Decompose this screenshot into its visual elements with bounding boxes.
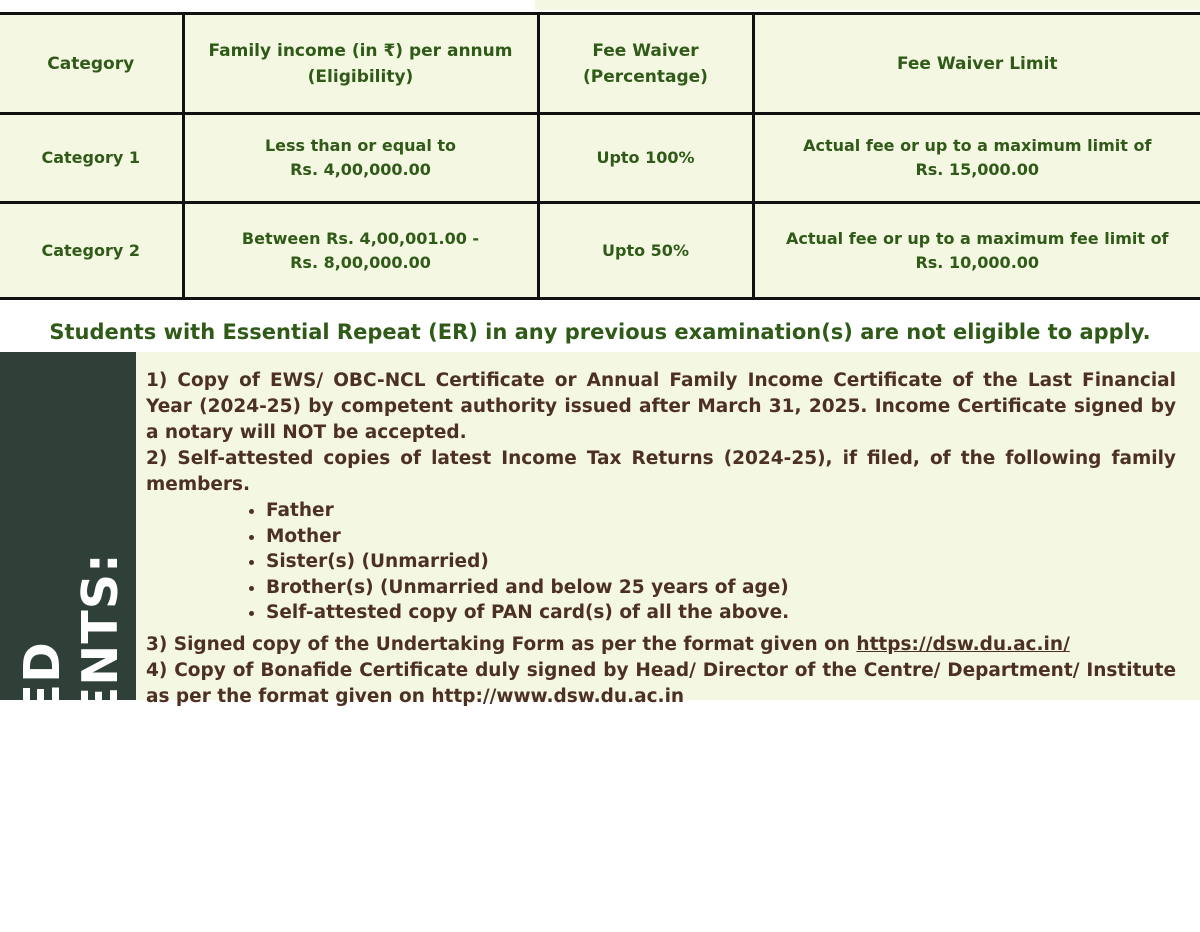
header-fee-waiver-limit: Fee Waiver Limit: [753, 14, 1200, 114]
cell-waiver: Upto 50%: [538, 203, 753, 299]
top-accent-strip: [535, 0, 1200, 10]
header-category: Category: [0, 14, 183, 114]
cell-category: Category 2: [0, 203, 183, 299]
cell-income: Less than or equal to Rs. 4,00,000.00: [183, 114, 538, 203]
table-row: [0, 203, 1200, 299]
cell-limit: Actual fee or up to a maximum limit of Rs. 15,000.00: [753, 114, 1200, 203]
document-item-1: 1) Copy of EWS/ OBC-NCL Certificate or Annual Family Income Certificate of the Last Financial Year (2024-25) by competent authority issued after March 31, 2025. Income Certificate signed by a notary will NOT be accepted.: [146, 370, 1176, 443]
cell-waiver: Upto 100%: [538, 114, 753, 203]
cell-income: Between Rs. 4,00,001.00 - Rs. 8,00,000.00: [183, 203, 538, 299]
list-item: • Brother(s) (Unmarried and below 25 years of age): [266, 575, 1176, 601]
document-item-4: 4) Copy of Bonafide Certificate duly signed by Head/ Director of the Centre/ Department/ Institute as per the format given on http://www.dsw.du.ac.in: [146, 659, 1176, 707]
list-item: • Father: [266, 498, 1176, 524]
list-item: • Self-attested copy of PAN card(s) of all the above.: [266, 600, 1176, 626]
required-documents-list: [136, 352, 1200, 707]
table-header-row: [0, 14, 1200, 114]
list-item: • Sister(s) (Unmarried): [266, 549, 1176, 575]
document-item-2: 2) Self-attested copies of latest Income Tax Returns (2024-25), if filed, of the following family members.: [146, 448, 1176, 495]
cell-category: Category 1: [0, 114, 183, 203]
undertaking-form-link[interactable]: https://dsw.du.ac.in/: [856, 633, 1070, 655]
required-documents-title: [14, 552, 130, 932]
header-family-income: Family income (in ₹) per annum (Eligibility): [183, 14, 538, 114]
list-item: • Mother: [266, 524, 1176, 550]
table-row: [0, 114, 1200, 203]
header-fee-waiver-percentage: Fee Waiver (Percentage): [538, 14, 753, 114]
side-title-line1: REQUIRED: [14, 641, 71, 932]
fee-waiver-table: [0, 12, 1200, 300]
document-item-3: [146, 632, 1176, 658]
cell-limit: Actual fee or up to a maximum fee limit of Rs. 10,000.00: [753, 203, 1200, 299]
er-eligibility-note: Students with Essential Repeat (ER) in any previous examination(s) are not eligible to apply.: [49, 320, 1151, 344]
family-members-list: [146, 498, 1176, 626]
document-item-3-text: 3) Signed copy of the Undertaking Form as per the format given on: [146, 633, 857, 655]
required-documents-band: [0, 352, 136, 932]
documents-content: [146, 368, 1176, 710]
side-title-line2: DOCUMENTS:: [72, 552, 129, 932]
